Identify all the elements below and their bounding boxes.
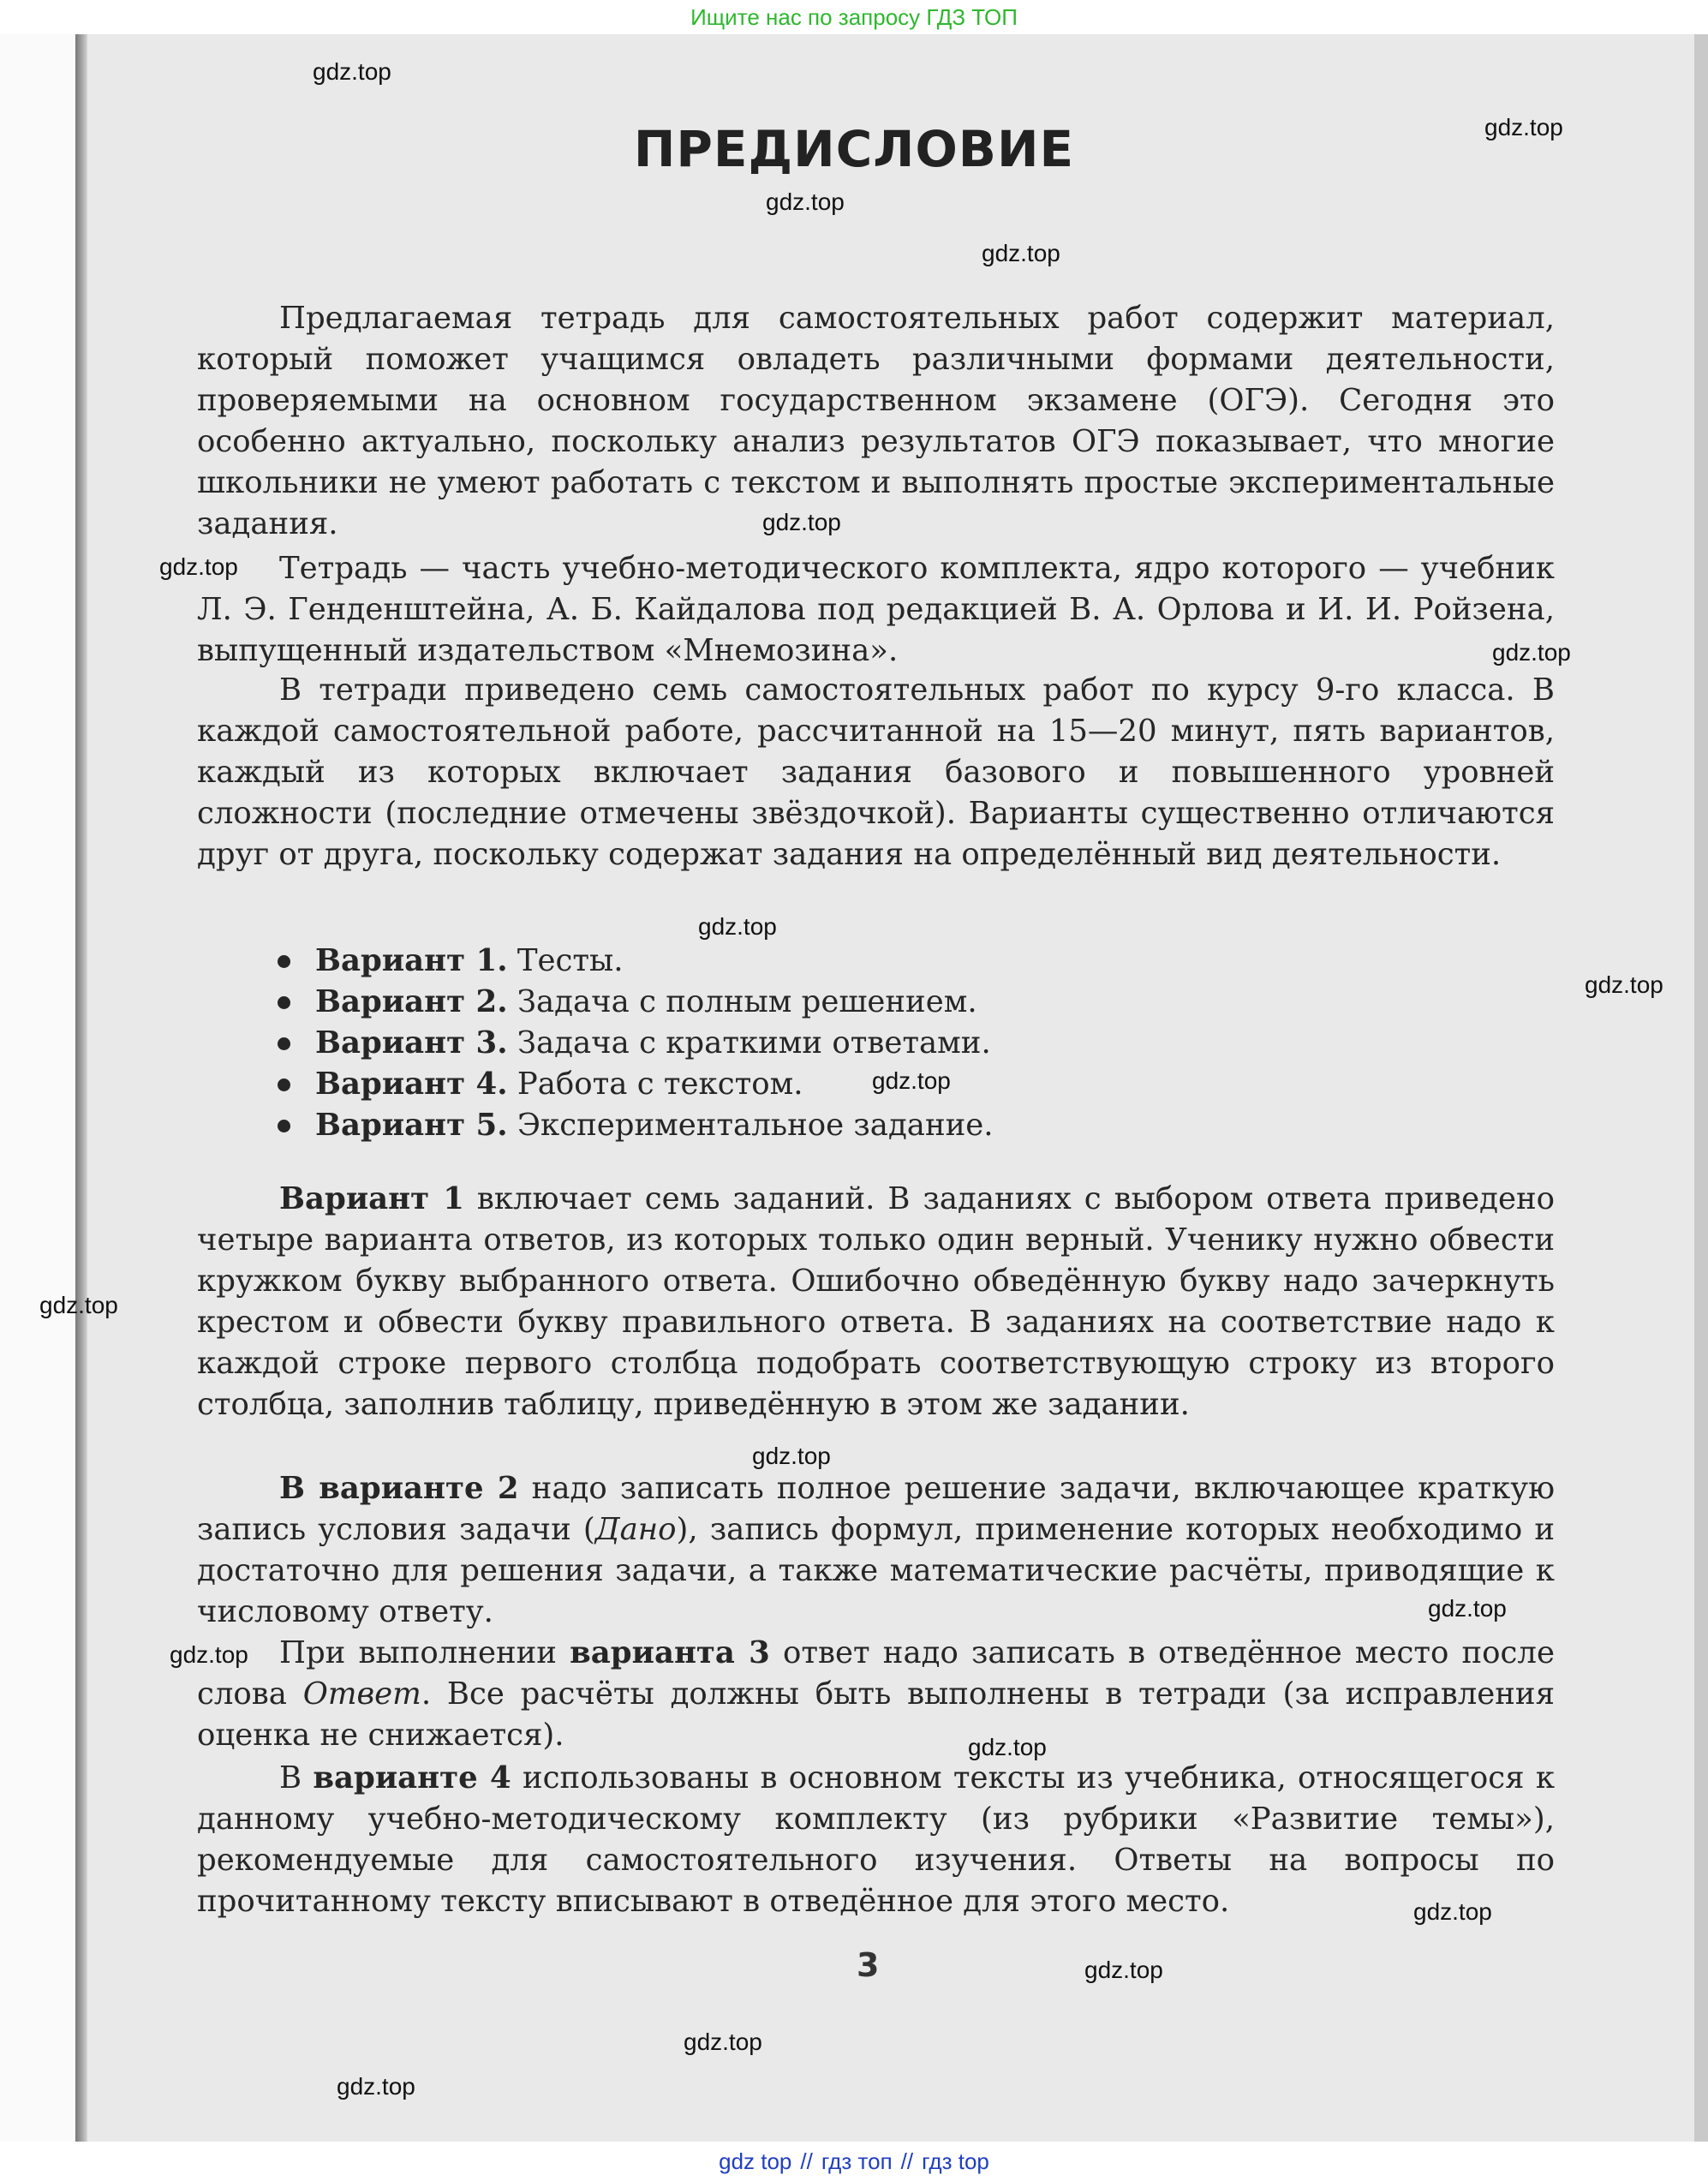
watermark: gdz.top [1428,1595,1507,1622]
variant-text: Задача с краткими ответами. [507,1025,991,1061]
watermark: gdz.top [170,1641,248,1668]
italic-word: Дано [594,1512,677,1547]
bottom-banner [0,2142,1708,2181]
watermark: gdz.top [313,58,391,85]
paragraph-works: В тетради приведено семь самостоятельных работ по курсу 9-го класса. В каждой самостоятельной работе, рассчитанной на 15—20 минут, пять вариантов, каждый из которых включает задания базового и повышенного уровней сложности (последние отмечены звёздочкой). Варианты существенно отличаются друг от друга, поскольку содержат задания на определённый вид деятельности. [197,672,1555,872]
watermark: gdz.top [684,2029,762,2055]
paragraph-variant-3 [197,1633,1555,1756]
watermark: gdz.top [337,2073,415,2100]
watermark: gdz.top [762,509,841,535]
text: ), запись формул, применение которых необходимо и достаточно для решения задачи, а также математические расчёты, приводящие к числовому ответу. [197,1512,1555,1629]
watermark: gdz.top [1484,114,1563,140]
list-item [272,1023,994,1064]
bottom-banner-part: гдз топ [821,2148,893,2174]
variant-text: Задача с полным решением. [507,984,977,1019]
list-item [272,941,994,982]
italic-word: Ответ [302,1676,421,1712]
variant-text: Работа с текстом. [507,1067,803,1102]
page-title: ПРЕДИСЛОВИЕ [633,120,1075,178]
page-right-edge [1694,34,1708,2142]
watermark: gdz.top [1585,971,1663,998]
watermark: gdz.top [752,1443,831,1469]
text: В [279,1760,314,1796]
bold-phrase: Вариант 1 [279,1181,464,1216]
variant-text: Тесты. [507,943,624,978]
paragraph-variant-1 [197,1179,1555,1425]
variant-text: Экспериментальное задание. [507,1108,994,1143]
watermark: gdz.top [1084,1957,1163,1983]
variant-label: Вариант 2. [315,984,508,1019]
paragraph-intro: Предлагаемая тетрадь для самостоятельных работ содержит материал, который поможет учащимся овладеть различными формами деятельности, проверяемыми на основном государственном экзамене (ОГЭ). Сегодня это особенно актуально, поскольку анализ результатов ОГЭ показывает, что многие школьники не умеют работать с текстом и выполнять простые экспериментальные задания. [197,301,1555,541]
text: использованы в основном тексты из учебника, относящегося к данному учебно-методическому комплекту (из рубрики «Развитие темы»), рекомендуемые для самостоятельного изучения. Ответы на вопросы по прочитанному тексту вписывают в отведённое для этого место. [197,1760,1556,1919]
variant-label: Вариант 5. [315,1108,508,1143]
book-spine [75,34,87,2142]
bold-phrase: варианта 3 [570,1635,770,1670]
bottom-banner-part: gdz top [719,2148,792,2174]
separator: // [800,2148,813,2174]
watermark: gdz.top [1413,1898,1492,1925]
watermark: gdz.top [698,913,777,940]
text: . Все расчёты должны быть выполнены в тетради (за исправления оценка не снижается). [197,1676,1555,1753]
separator: // [900,2148,914,2174]
watermark: gdz.top [1492,639,1571,666]
watermark: gdz.top [982,240,1060,266]
text: При выполнении [279,1635,570,1670]
watermark: gdz.top [872,1067,951,1094]
text: включает семь заданий. В заданиях с выбором ответа приведено четыре варианта ответов, из которых только один верный. Ученику нужно обвести кружком букву выбранного ответа. Ошибочно обведённую букву надо зачеркнуть крестом и обвести букву правильного ответа. В заданиях на соответствие надо к каждой строке первого столбца подобрать соответствующую строку из второго столбца, заполнив таблицу, приведённую в этом же задании. [197,1181,1555,1422]
bottom-banner-part: гдз top [922,2148,989,2174]
list-item [272,982,994,1023]
watermark: gdz.top [766,188,845,215]
variant-label: Вариант 4. [315,1067,508,1102]
page-number: 3 [857,1946,880,1984]
watermark: gdz.top [39,1292,118,1318]
text: надо записать полное решение задачи, включающее краткую запись условия задачи ( [197,1471,1555,1547]
list-item [272,1105,994,1146]
variant-label: Вариант 3. [315,1025,508,1061]
left-margin [0,34,75,2142]
paragraph-variant-4 [197,1758,1555,1922]
paragraph-kit: Тетрадь — часть учебно-методического комплекта, ядро которого — учебник Л. Э. Генденштейна, А. Б. Кайдалова под редакцией В. А. Орлова и И. И. Ройзена, выпущенный издательством «Мнемозина». [197,551,1555,668]
variants-list [272,941,994,1146]
text: ответ надо записать в отведённое место после слова [197,1635,1555,1712]
paragraph-variant-2 [197,1468,1555,1633]
watermark: gdz.top [968,1734,1047,1760]
variant-label: Вариант 1. [315,943,508,978]
bold-phrase: В варианте 2 [279,1471,519,1506]
watermark: gdz.top [159,553,238,580]
top-banner: Ищите нас по запросу ГДЗ ТОП [0,0,1708,34]
bold-phrase: варианте 4 [313,1760,511,1796]
